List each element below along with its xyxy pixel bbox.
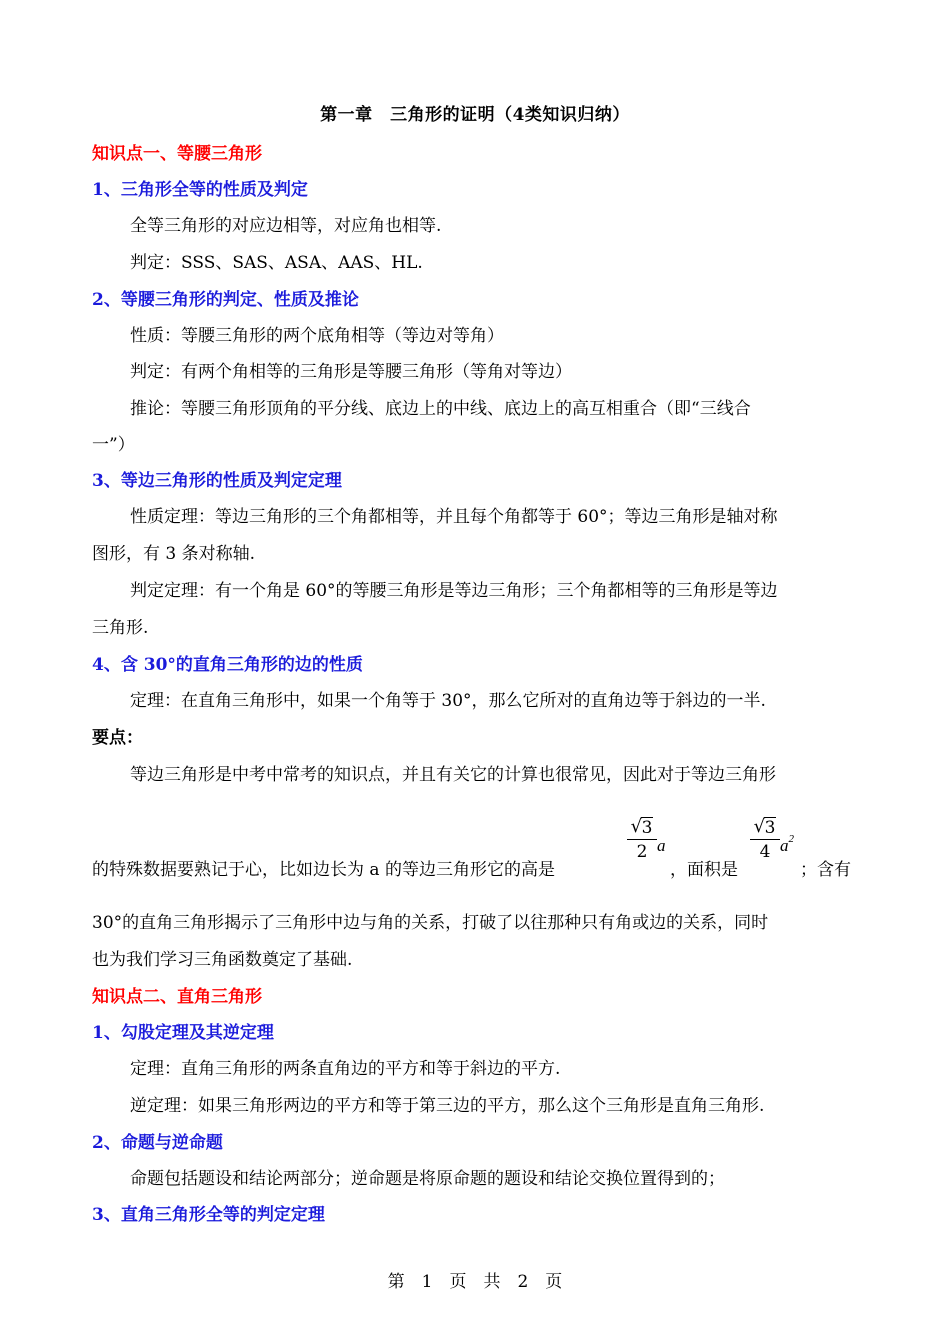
paragraph: 判定：有两个角相等的三角形是等腰三角形（等角对等边） [130,362,572,382]
sqrt-symbol: √ 3 [630,816,653,838]
paragraph: 全等三角形的对应边相等，对应角也相等. [130,216,442,236]
paragraph-continuation: 的特殊数据要熟记于心，比如边长为 a 的等边三角形它的高是 [92,860,555,880]
subsection-heading: 2、命题与逆命题 [92,1133,223,1153]
subsection-heading: 3、直角三角形全等的判定定理 [92,1205,325,1225]
paragraph: 判定定理：有一个角是 60°的等腰三角形是等边三角形；三个角都相等的三角形是等边 [130,581,778,601]
variable-a: a [657,836,666,855]
text-fragment: ；含有 [800,860,851,880]
section-heading-kp2: 知识点二、直角三角形 [92,987,262,1007]
subsection-heading: 1、三角形全等的性质及判定 [92,180,308,200]
subsection-heading: 4、含 30°的直角三角形的边的性质 [92,655,363,675]
paragraph: 性质定理：等边三角形的三个角都相等，并且每个角都等于 60°；等边三角形是轴对称 [130,507,778,527]
paragraph-continuation: 图形，有 3 条对称轴. [92,544,256,564]
sqrt-symbol: √ 3 [753,816,776,838]
page-title: 第一章 三角形的证明（4类知识归纳） [320,105,630,125]
fraction: √ 3 2 [627,818,657,862]
subsection-heading: 1、勾股定理及其逆定理 [92,1023,274,1043]
text-fragment: ，面积是 [670,860,738,880]
paragraph: 定理：直角三角形的两条直角边的平方和等于斜边的平方. [130,1059,561,1079]
subsection-heading: 3、等边三角形的性质及判定定理 [92,471,342,491]
section-heading-kp1: 知识点一、等腰三角形 [92,144,262,164]
paragraph: 逆定理：如果三角形两边的平方和等于第三边的平方，那么这个三角形是直角三角形. [130,1096,765,1116]
variable-a: $a^2$ [780,833,794,855]
paragraph: 性质：等腰三角形的两个底角相等（等边对等角） [130,326,504,346]
paragraph: 判定：SSS、SAS、ASA、AAS、HL. [130,253,423,273]
fraction: √ 3 4 [750,818,780,862]
keypoints-heading: 要点： [92,728,143,748]
paragraph: 命题包括题设和结论两部分；逆命题是将原命题的题设和结论交换位置得到的； [130,1169,725,1189]
paragraph-continuation: 一”） [92,435,135,455]
paragraph-continuation: 三角形. [92,618,149,638]
paragraph: 等边三角形是中考中常考的知识点，并且有关它的计算也很常见，因此对于等边三角形 [130,765,776,785]
exponent: 2 [788,833,794,845]
page-footer: 第 1 页 共 2 页 [387,1272,563,1292]
subsection-heading: 2、等腰三角形的判定、性质及推论 [92,290,359,310]
paragraph: 推论：等腰三角形顶角的平分线、底边上的中线、底边上的高互相重合（即“三线合 [130,399,751,419]
paragraph-continuation: 30°的直角三角形揭示了三角形中边与角的关系，打破了以往那种只有角或边的关系，同时 [92,913,769,933]
paragraph-continuation: 也为我们学习三角函数奠定了基础. [92,950,353,970]
paragraph: 定理：在直角三角形中，如果一个角等于 30°，那么它所对的直角边等于斜边的一半. [130,691,766,711]
